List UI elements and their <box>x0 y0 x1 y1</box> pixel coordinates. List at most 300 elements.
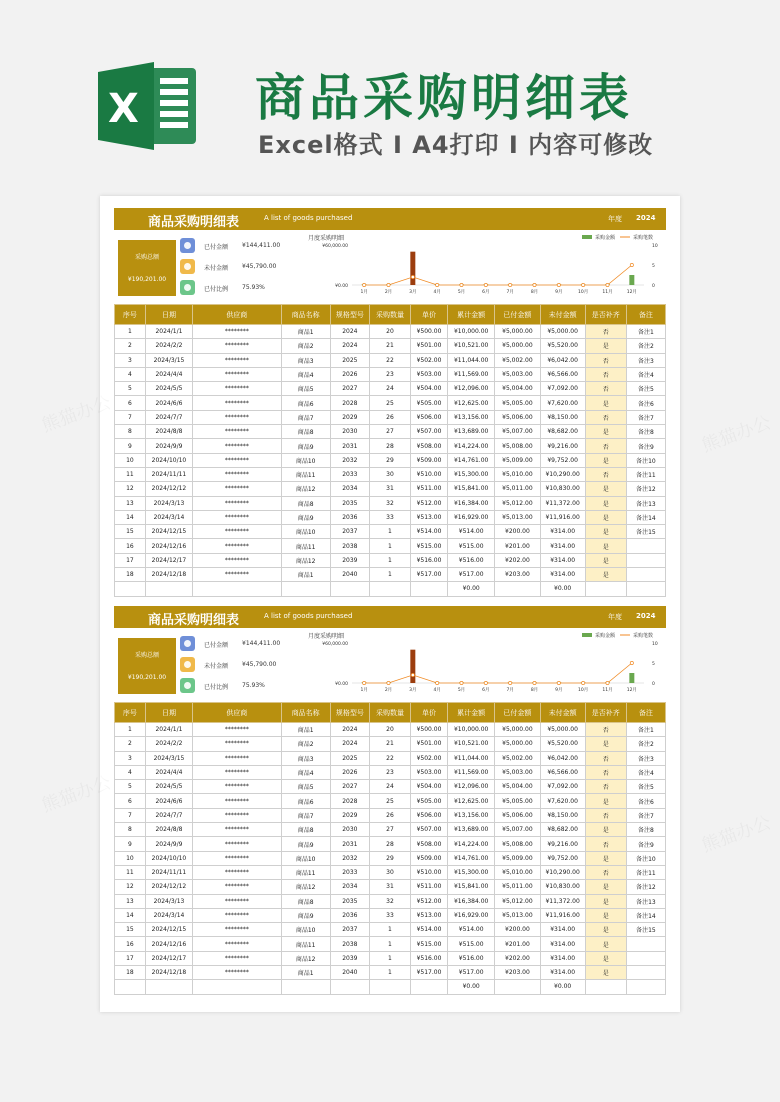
table-cell[interactable]: 商品11 <box>281 937 330 951</box>
table-cell[interactable] <box>281 582 330 596</box>
table-cell[interactable]: ¥15,841.00 <box>448 482 495 496</box>
table-cell[interactable]: 备注10 <box>626 851 665 865</box>
table-cell[interactable]: 2026 <box>330 367 369 381</box>
table-cell[interactable]: 2024 <box>330 723 369 737</box>
table-cell[interactable]: 备注13 <box>626 496 665 510</box>
table-cell[interactable]: 备注8 <box>626 823 665 837</box>
table-cell[interactable]: ¥5,011.00 <box>495 880 540 894</box>
table-cell[interactable]: 6 <box>115 396 146 410</box>
table-cell[interactable] <box>193 582 281 596</box>
table-cell[interactable]: ¥15,841.00 <box>448 880 495 894</box>
table-cell[interactable]: ¥505.00 <box>411 396 448 410</box>
table-cell[interactable]: ¥516.00 <box>448 553 495 567</box>
table-cell[interactable]: 2033 <box>330 865 369 879</box>
table-cell[interactable]: 24 <box>369 780 410 794</box>
table-cell[interactable]: ******** <box>193 723 281 737</box>
table-cell[interactable]: ¥503.00 <box>411 765 448 779</box>
table-cell[interactable]: ¥8,682.00 <box>540 425 585 439</box>
table-cell[interactable]: ¥506.00 <box>411 410 448 424</box>
table-cell[interactable]: ******** <box>193 966 281 980</box>
table-cell[interactable]: ¥515.00 <box>411 937 448 951</box>
table-cell[interactable]: ******** <box>193 937 281 951</box>
table-cell[interactable]: 备注9 <box>626 837 665 851</box>
table-cell[interactable]: ¥516.00 <box>411 553 448 567</box>
table-cell[interactable]: 2035 <box>330 894 369 908</box>
table-cell[interactable]: ******** <box>193 908 281 922</box>
table-cell[interactable]: 1 <box>115 723 146 737</box>
table-cell[interactable]: ¥7,620.00 <box>540 396 585 410</box>
table-cell[interactable]: ¥5,007.00 <box>495 823 540 837</box>
table-cell[interactable]: 是 <box>585 880 626 894</box>
table-cell[interactable]: 商品9 <box>281 510 330 524</box>
table-cell[interactable]: ¥514.00 <box>448 525 495 539</box>
table-cell[interactable]: ¥12,625.00 <box>448 794 495 808</box>
table-cell[interactable]: 18 <box>115 568 146 582</box>
table-cell[interactable]: 2024/6/6 <box>145 396 192 410</box>
table-cell[interactable]: 9 <box>115 439 146 453</box>
table-cell[interactable]: 否 <box>585 765 626 779</box>
table-cell[interactable]: 商品12 <box>281 880 330 894</box>
table-cell[interactable]: ¥517.00 <box>411 568 448 582</box>
table-cell[interactable]: 备注6 <box>626 396 665 410</box>
table-cell[interactable]: ¥502.00 <box>411 353 448 367</box>
table-cell[interactable]: ******** <box>193 453 281 467</box>
table-cell[interactable]: 25 <box>369 794 410 808</box>
table-cell[interactable]: 1 <box>369 553 410 567</box>
table-cell[interactable]: ¥514.00 <box>448 923 495 937</box>
table-cell[interactable]: ¥505.00 <box>411 794 448 808</box>
table-cell[interactable]: 是 <box>585 937 626 951</box>
column-header[interactable]: 供应商 <box>193 305 281 325</box>
table-cell[interactable]: 2038 <box>330 937 369 951</box>
table-cell[interactable]: 备注3 <box>626 353 665 367</box>
table-cell[interactable]: 2024/1/1 <box>145 325 192 339</box>
table-cell[interactable]: ¥511.00 <box>411 880 448 894</box>
column-header[interactable]: 商品名称 <box>281 703 330 723</box>
table-cell[interactable]: ¥200.00 <box>495 923 540 937</box>
table-cell[interactable]: ¥16,384.00 <box>448 894 495 908</box>
table-cell[interactable]: ******** <box>193 367 281 381</box>
table-cell[interactable]: ¥0.00 <box>540 582 585 596</box>
table-cell[interactable]: 23 <box>369 367 410 381</box>
table-cell[interactable]: 2038 <box>330 539 369 553</box>
table-cell[interactable]: 备注13 <box>626 894 665 908</box>
table-cell[interactable]: ¥513.00 <box>411 510 448 524</box>
table-cell[interactable]: 备注7 <box>626 808 665 822</box>
table-cell[interactable]: ******** <box>193 382 281 396</box>
table-cell[interactable]: 备注8 <box>626 425 665 439</box>
table-cell[interactable]: 否 <box>585 439 626 453</box>
table-cell[interactable]: ¥5,004.00 <box>495 382 540 396</box>
table-cell[interactable]: 否 <box>585 723 626 737</box>
table-cell[interactable]: ¥314.00 <box>540 539 585 553</box>
table-cell[interactable]: ¥5,005.00 <box>495 396 540 410</box>
table-cell[interactable]: 2028 <box>330 794 369 808</box>
table-cell[interactable] <box>369 980 410 994</box>
table-cell[interactable]: 18 <box>115 966 146 980</box>
table-cell[interactable]: ¥11,916.00 <box>540 908 585 922</box>
table-cell[interactable]: ¥515.00 <box>411 539 448 553</box>
table-cell[interactable] <box>145 980 192 994</box>
table-cell[interactable]: ¥5,011.00 <box>495 482 540 496</box>
column-header[interactable]: 未付金额 <box>540 305 585 325</box>
table-cell[interactable]: 7 <box>115 808 146 822</box>
table-cell[interactable]: ¥501.00 <box>411 737 448 751</box>
table-cell[interactable]: ¥5,010.00 <box>495 865 540 879</box>
table-cell[interactable]: ******** <box>193 737 281 751</box>
table-cell[interactable]: 是 <box>585 482 626 496</box>
table-cell[interactable]: 15 <box>115 923 146 937</box>
table-cell[interactable]: 4 <box>115 765 146 779</box>
table-cell[interactable]: ¥11,044.00 <box>448 353 495 367</box>
table-cell[interactable]: ******** <box>193 751 281 765</box>
table-cell[interactable] <box>193 980 281 994</box>
table-cell[interactable]: ¥13,689.00 <box>448 425 495 439</box>
column-header[interactable]: 备注 <box>626 703 665 723</box>
table-cell[interactable]: 备注9 <box>626 439 665 453</box>
table-cell[interactable]: 2036 <box>330 908 369 922</box>
table-cell[interactable]: 2024/5/5 <box>145 382 192 396</box>
table-cell[interactable]: ¥9,752.00 <box>540 453 585 467</box>
table-cell[interactable]: 是 <box>585 823 626 837</box>
table-cell[interactable]: 1 <box>369 923 410 937</box>
table-cell[interactable]: 备注11 <box>626 865 665 879</box>
table-cell[interactable]: ******** <box>193 865 281 879</box>
table-cell[interactable]: 商品8 <box>281 496 330 510</box>
table-cell[interactable]: 28 <box>369 837 410 851</box>
table-cell[interactable]: 商品5 <box>281 382 330 396</box>
table-cell[interactable]: 2027 <box>330 780 369 794</box>
table-cell[interactable]: 1 <box>369 525 410 539</box>
table-cell[interactable]: 是 <box>585 510 626 524</box>
table-cell[interactable]: ¥6,042.00 <box>540 353 585 367</box>
table-cell[interactable]: 备注14 <box>626 510 665 524</box>
table-cell[interactable]: ¥512.00 <box>411 894 448 908</box>
column-header[interactable]: 累计金额 <box>448 305 495 325</box>
table-cell[interactable]: ¥10,830.00 <box>540 482 585 496</box>
table-cell[interactable]: 是 <box>585 425 626 439</box>
table-cell[interactable]: ¥5,013.00 <box>495 510 540 524</box>
table-cell[interactable]: ¥514.00 <box>411 525 448 539</box>
table-cell[interactable] <box>411 980 448 994</box>
table-cell[interactable]: ¥5,006.00 <box>495 808 540 822</box>
table-cell[interactable]: 2024/12/15 <box>145 525 192 539</box>
table-cell[interactable]: ******** <box>193 425 281 439</box>
table-cell[interactable]: ¥517.00 <box>448 568 495 582</box>
table-cell[interactable]: ¥506.00 <box>411 808 448 822</box>
table-cell[interactable]: 是 <box>585 539 626 553</box>
table-cell[interactable]: 否 <box>585 808 626 822</box>
table-cell[interactable] <box>411 582 448 596</box>
table-cell[interactable]: 商品9 <box>281 837 330 851</box>
table-cell[interactable]: ¥314.00 <box>540 937 585 951</box>
table-cell[interactable]: 2024/12/15 <box>145 923 192 937</box>
table-cell[interactable]: 2026 <box>330 765 369 779</box>
table-cell[interactable]: ¥5,013.00 <box>495 908 540 922</box>
table-cell[interactable]: ¥507.00 <box>411 425 448 439</box>
table-cell[interactable]: ¥14,224.00 <box>448 837 495 851</box>
table-cell[interactable] <box>626 966 665 980</box>
table-cell[interactable]: 2024 <box>330 339 369 353</box>
table-cell[interactable]: 2024/8/8 <box>145 823 192 837</box>
table-cell[interactable]: ¥10,000.00 <box>448 325 495 339</box>
table-cell[interactable]: 2024/12/17 <box>145 553 192 567</box>
table-cell[interactable]: ¥5,002.00 <box>495 751 540 765</box>
table-cell[interactable] <box>585 582 626 596</box>
table-cell[interactable]: ¥203.00 <box>495 568 540 582</box>
table-cell[interactable]: ¥314.00 <box>540 923 585 937</box>
table-cell[interactable]: ¥5,000.00 <box>495 737 540 751</box>
table-cell[interactable]: ******** <box>193 923 281 937</box>
table-cell[interactable]: 商品9 <box>281 439 330 453</box>
table-cell[interactable]: 商品8 <box>281 823 330 837</box>
table-cell[interactable]: 2034 <box>330 482 369 496</box>
table-cell[interactable]: ¥511.00 <box>411 482 448 496</box>
table-cell[interactable]: 11 <box>115 865 146 879</box>
table-cell[interactable]: ¥16,384.00 <box>448 496 495 510</box>
column-header[interactable]: 序号 <box>115 305 146 325</box>
table-cell[interactable]: 2 <box>115 737 146 751</box>
table-cell[interactable]: 备注1 <box>626 723 665 737</box>
table-cell[interactable]: 12 <box>115 482 146 496</box>
table-cell[interactable]: ¥314.00 <box>540 966 585 980</box>
table-cell[interactable]: ¥11,569.00 <box>448 765 495 779</box>
table-cell[interactable]: ¥10,521.00 <box>448 737 495 751</box>
table-cell[interactable] <box>330 582 369 596</box>
table-cell[interactable]: 11 <box>115 467 146 481</box>
table-cell[interactable]: 商品9 <box>281 908 330 922</box>
table-cell[interactable]: ¥201.00 <box>495 937 540 951</box>
table-cell[interactable]: ******** <box>193 325 281 339</box>
table-cell[interactable]: 30 <box>369 865 410 879</box>
table-cell[interactable]: ¥5,000.00 <box>540 325 585 339</box>
column-header[interactable]: 规格型号 <box>330 305 369 325</box>
column-header[interactable]: 是否补齐 <box>585 305 626 325</box>
table-cell[interactable]: ¥11,916.00 <box>540 510 585 524</box>
table-cell[interactable]: 否 <box>585 751 626 765</box>
table-cell[interactable]: ¥10,521.00 <box>448 339 495 353</box>
table-cell[interactable]: 商品5 <box>281 780 330 794</box>
table-cell[interactable] <box>626 568 665 582</box>
table-cell[interactable]: 16 <box>115 539 146 553</box>
table-cell[interactable]: ******** <box>193 568 281 582</box>
table-cell[interactable]: ¥5,003.00 <box>495 367 540 381</box>
table-cell[interactable]: 2024/3/13 <box>145 496 192 510</box>
table-cell[interactable]: ******** <box>193 808 281 822</box>
table-cell[interactable]: 2024 <box>330 325 369 339</box>
table-cell[interactable]: 8 <box>115 425 146 439</box>
table-cell[interactable]: ******** <box>193 339 281 353</box>
table-cell[interactable]: 1 <box>369 951 410 965</box>
table-cell[interactable]: ¥11,372.00 <box>540 894 585 908</box>
table-cell[interactable]: 是 <box>585 894 626 908</box>
table-cell[interactable]: 31 <box>369 880 410 894</box>
table-cell[interactable] <box>115 980 146 994</box>
table-cell[interactable]: ¥5,002.00 <box>495 353 540 367</box>
table-cell[interactable]: ******** <box>193 894 281 908</box>
table-cell[interactable]: ¥12,096.00 <box>448 780 495 794</box>
table-cell[interactable]: 16 <box>115 937 146 951</box>
column-header[interactable]: 累计金额 <box>448 703 495 723</box>
table-cell[interactable]: ¥14,761.00 <box>448 851 495 865</box>
table-cell[interactable] <box>145 582 192 596</box>
table-cell[interactable]: 2030 <box>330 823 369 837</box>
table-cell[interactable]: 是 <box>585 525 626 539</box>
table-cell[interactable]: ¥516.00 <box>411 951 448 965</box>
table-cell[interactable]: 备注6 <box>626 794 665 808</box>
table-cell[interactable]: ¥11,372.00 <box>540 496 585 510</box>
table-cell[interactable]: ¥510.00 <box>411 865 448 879</box>
table-cell[interactable]: ¥5,520.00 <box>540 339 585 353</box>
table-cell[interactable]: 商品2 <box>281 339 330 353</box>
table-cell[interactable]: 商品1 <box>281 325 330 339</box>
table-cell[interactable]: 17 <box>115 951 146 965</box>
table-cell[interactable]: ¥504.00 <box>411 780 448 794</box>
table-cell[interactable]: 是 <box>585 951 626 965</box>
table-cell[interactable]: 备注2 <box>626 737 665 751</box>
table-cell[interactable]: 2024/12/17 <box>145 951 192 965</box>
table-cell[interactable]: ¥6,566.00 <box>540 765 585 779</box>
table-cell[interactable]: 2024/5/5 <box>145 780 192 794</box>
table-cell[interactable]: ¥5,010.00 <box>495 467 540 481</box>
table-cell[interactable]: ¥515.00 <box>448 937 495 951</box>
table-cell[interactable]: ¥5,007.00 <box>495 425 540 439</box>
table-cell[interactable]: 21 <box>369 737 410 751</box>
table-cell[interactable] <box>115 582 146 596</box>
table-cell[interactable]: 是 <box>585 737 626 751</box>
table-cell[interactable]: 1 <box>369 966 410 980</box>
table-cell[interactable]: ¥16,929.00 <box>448 908 495 922</box>
table-cell[interactable]: 2039 <box>330 553 369 567</box>
table-cell[interactable]: 28 <box>369 439 410 453</box>
table-cell[interactable]: ¥503.00 <box>411 367 448 381</box>
table-cell[interactable]: ¥15,300.00 <box>448 865 495 879</box>
column-header[interactable]: 已付金额 <box>495 305 540 325</box>
table-cell[interactable]: 备注4 <box>626 367 665 381</box>
table-cell[interactable]: 2025 <box>330 751 369 765</box>
column-header[interactable]: 是否补齐 <box>585 703 626 723</box>
table-cell[interactable]: 2024/12/16 <box>145 937 192 951</box>
table-cell[interactable]: 1 <box>369 937 410 951</box>
table-cell[interactable]: ¥5,000.00 <box>495 339 540 353</box>
table-cell[interactable]: 商品1 <box>281 568 330 582</box>
table-cell[interactable]: 备注5 <box>626 780 665 794</box>
table-cell[interactable]: 商品12 <box>281 553 330 567</box>
table-cell[interactable]: ¥5,520.00 <box>540 737 585 751</box>
table-cell[interactable]: ¥5,003.00 <box>495 765 540 779</box>
table-cell[interactable]: 4 <box>115 367 146 381</box>
table-cell[interactable]: 17 <box>115 553 146 567</box>
table-cell[interactable]: ¥509.00 <box>411 453 448 467</box>
table-cell[interactable]: ¥512.00 <box>411 496 448 510</box>
table-cell[interactable]: ¥5,008.00 <box>495 837 540 851</box>
table-cell[interactable]: 是 <box>585 553 626 567</box>
table-cell[interactable] <box>626 937 665 951</box>
table-cell[interactable]: ¥516.00 <box>448 951 495 965</box>
table-cell[interactable]: 是 <box>585 851 626 865</box>
table-cell[interactable]: ******** <box>193 353 281 367</box>
table-cell[interactable]: 备注4 <box>626 765 665 779</box>
table-cell[interactable]: 27 <box>369 823 410 837</box>
table-cell[interactable]: ******** <box>193 851 281 865</box>
table-cell[interactable]: ¥11,044.00 <box>448 751 495 765</box>
table-cell[interactable]: ¥8,150.00 <box>540 410 585 424</box>
table-cell[interactable]: 商品7 <box>281 410 330 424</box>
table-cell[interactable]: ******** <box>193 780 281 794</box>
table-cell[interactable]: 2036 <box>330 510 369 524</box>
column-header[interactable]: 日期 <box>145 703 192 723</box>
column-header[interactable]: 规格型号 <box>330 703 369 723</box>
table-cell[interactable]: 31 <box>369 482 410 496</box>
table-cell[interactable] <box>626 951 665 965</box>
table-cell[interactable]: ¥201.00 <box>495 539 540 553</box>
table-cell[interactable]: 6 <box>115 794 146 808</box>
table-cell[interactable]: 商品8 <box>281 894 330 908</box>
table-cell[interactable]: 备注7 <box>626 410 665 424</box>
table-cell[interactable]: 备注3 <box>626 751 665 765</box>
table-cell[interactable]: 2024/4/4 <box>145 367 192 381</box>
table-cell[interactable]: 否 <box>585 353 626 367</box>
table-cell[interactable]: ¥14,224.00 <box>448 439 495 453</box>
table-cell[interactable]: ¥5,012.00 <box>495 496 540 510</box>
table-cell[interactable]: 29 <box>369 453 410 467</box>
table-cell[interactable]: 否 <box>585 467 626 481</box>
table-cell[interactable]: ¥314.00 <box>540 568 585 582</box>
table-cell[interactable]: 商品2 <box>281 737 330 751</box>
table-cell[interactable]: 2028 <box>330 396 369 410</box>
table-cell[interactable]: 备注12 <box>626 482 665 496</box>
table-cell[interactable]: ¥5,009.00 <box>495 851 540 865</box>
table-cell[interactable]: ¥509.00 <box>411 851 448 865</box>
table-cell[interactable]: 2024/12/12 <box>145 482 192 496</box>
table-cell[interactable]: 商品11 <box>281 467 330 481</box>
table-cell[interactable]: 是 <box>585 966 626 980</box>
table-cell[interactable]: 2024/10/10 <box>145 851 192 865</box>
table-cell[interactable]: ¥5,009.00 <box>495 453 540 467</box>
table-cell[interactable] <box>585 980 626 994</box>
table-cell[interactable]: ¥508.00 <box>411 837 448 851</box>
table-cell[interactable]: ******** <box>193 410 281 424</box>
table-cell[interactable]: 2 <box>115 339 146 353</box>
table-cell[interactable]: ¥202.00 <box>495 553 540 567</box>
table-cell[interactable]: ¥202.00 <box>495 951 540 965</box>
table-cell[interactable]: 3 <box>115 353 146 367</box>
table-cell[interactable]: 3 <box>115 751 146 765</box>
table-cell[interactable]: ¥0.00 <box>448 980 495 994</box>
table-cell[interactable]: 商品1 <box>281 723 330 737</box>
table-cell[interactable]: 2032 <box>330 453 369 467</box>
table-cell[interactable]: 2037 <box>330 923 369 937</box>
table-cell[interactable]: 是 <box>585 339 626 353</box>
table-cell[interactable]: 24 <box>369 382 410 396</box>
table-cell[interactable]: ¥16,929.00 <box>448 510 495 524</box>
table-cell[interactable]: 22 <box>369 751 410 765</box>
table-cell[interactable]: ¥13,156.00 <box>448 410 495 424</box>
table-cell[interactable]: 备注14 <box>626 908 665 922</box>
table-cell[interactable]: ******** <box>193 510 281 524</box>
table-cell[interactable]: 2033 <box>330 467 369 481</box>
table-cell[interactable]: 备注11 <box>626 467 665 481</box>
table-cell[interactable]: ¥5,006.00 <box>495 410 540 424</box>
table-cell[interactable]: 2024/3/14 <box>145 510 192 524</box>
table-cell[interactable]: 2024/7/7 <box>145 410 192 424</box>
table-cell[interactable]: 32 <box>369 894 410 908</box>
table-cell[interactable]: ¥5,012.00 <box>495 894 540 908</box>
table-cell[interactable]: 1 <box>115 325 146 339</box>
table-cell[interactable]: ¥5,000.00 <box>495 325 540 339</box>
table-cell[interactable]: ******** <box>193 496 281 510</box>
table-cell[interactable]: 备注5 <box>626 382 665 396</box>
